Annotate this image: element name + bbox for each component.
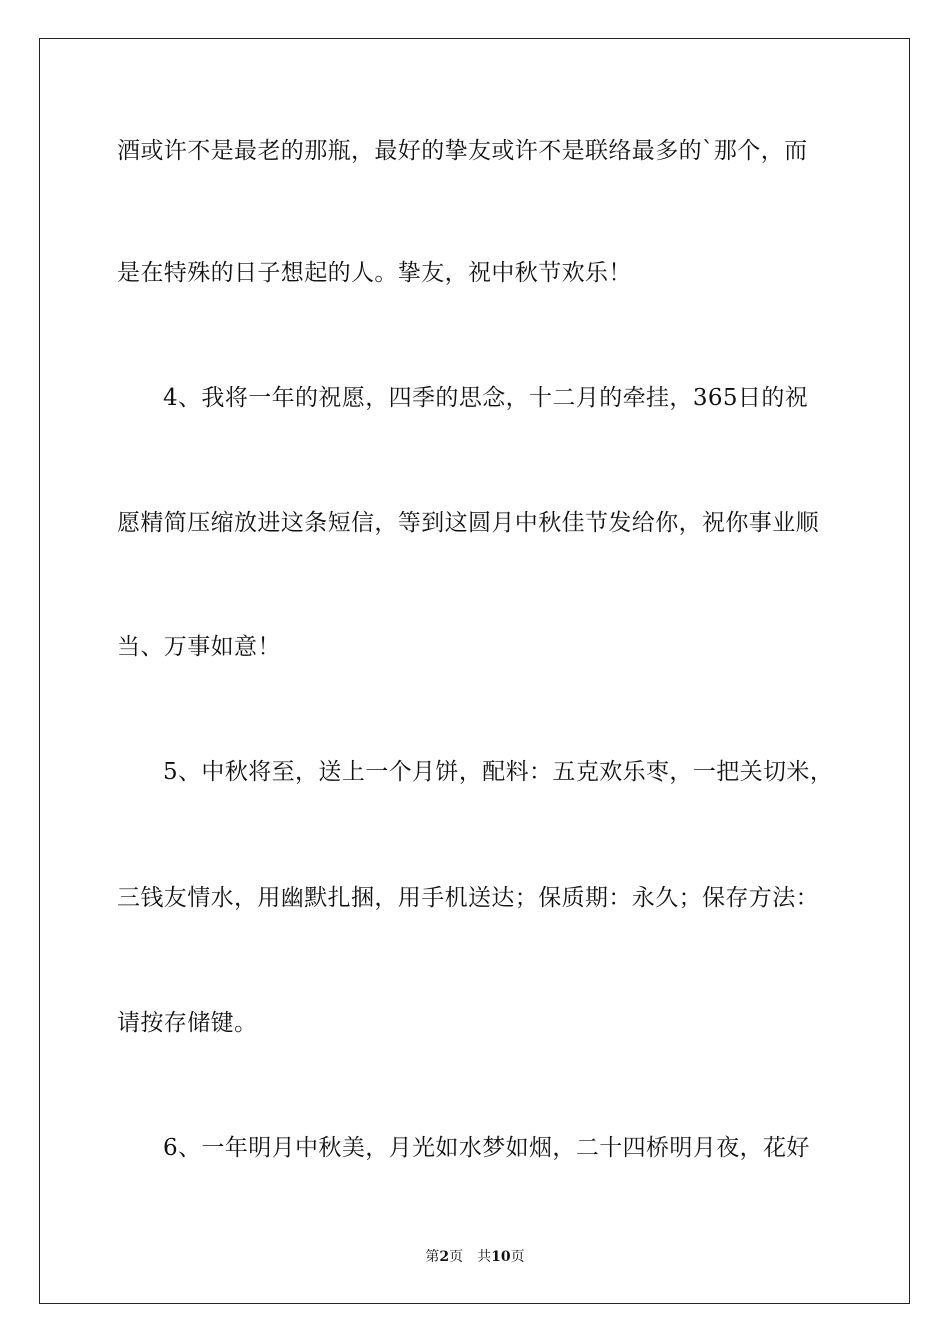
paragraph-line: 是在特殊的日子想起的人。挚友，祝中秋节欢乐！	[117, 260, 632, 286]
paragraph-line: 请按存储键。	[117, 1010, 258, 1036]
paragraph-line: 愿精简压缩放进这条短信，等到这圆月中秋佳节发给你，祝你事业顺	[117, 510, 819, 536]
total-label-prefix: 共	[477, 1249, 492, 1265]
page-footer	[0, 1246, 950, 1266]
total-label-suffix: 页	[510, 1249, 525, 1265]
total-pages: 10	[491, 1249, 511, 1265]
paragraph-line: 5、中秋将至，送上一个月饼，配料：五克欢乐枣，一把关切米，	[163, 759, 834, 785]
page-label-prefix: 第	[425, 1249, 440, 1265]
paragraph-line: 酒或许不是最老的那瓶，最好的挚友或许不是联络最多的`那个，而	[117, 138, 808, 164]
page-number: 2	[439, 1249, 450, 1265]
paragraph-line: 4、我将一年的祝愿，四季的思念，十二月的牵挂，365日的祝	[163, 385, 809, 411]
paragraph-line: 当、万事如意！	[117, 634, 281, 660]
paragraph-line: 三钱友情水，用幽默扎捆，用手机送达；保质期：永久；保存方法：	[117, 885, 819, 911]
paragraph-line: 6、一年明月中秋美，月光如水梦如烟，二十四桥明月夜，花好	[163, 1135, 810, 1161]
page-label-suffix: 页	[449, 1249, 464, 1265]
page-border	[39, 38, 910, 1304]
